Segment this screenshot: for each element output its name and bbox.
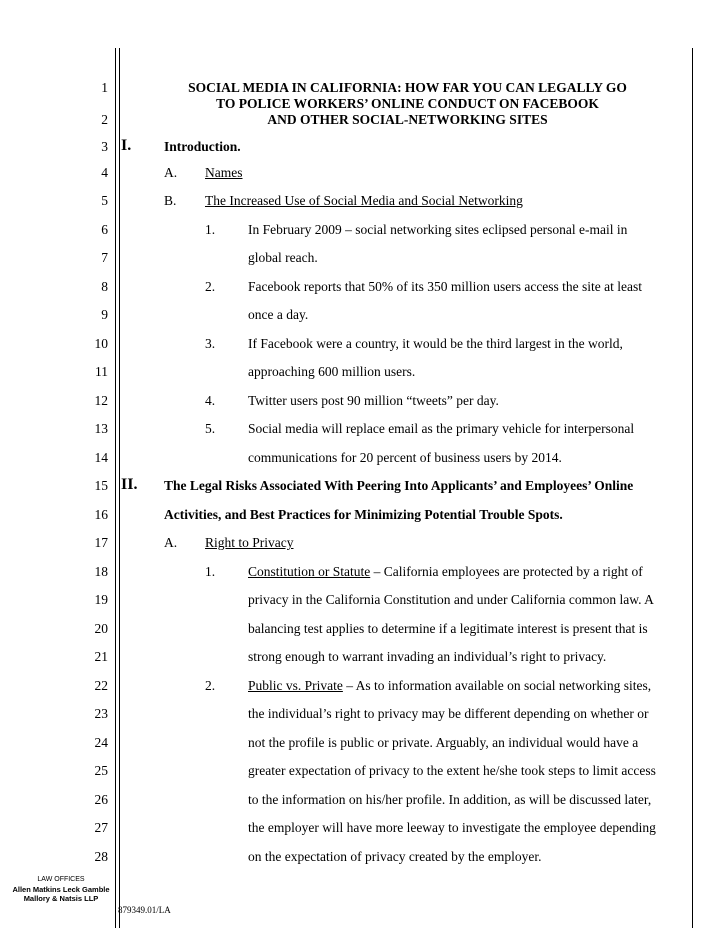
left-margin-rule-outer xyxy=(115,48,116,928)
item-text: on the expectation of privacy created by the employer. xyxy=(248,849,542,864)
item-text: strong enough to warrant invading an individual’s right to privacy. xyxy=(248,649,607,664)
item-text: the individual’s right to privacy may be different depending on whether or xyxy=(248,706,649,721)
line-number: 21 xyxy=(94,649,108,664)
line-number: 2 xyxy=(101,112,108,127)
line-number: 1 xyxy=(101,80,108,95)
subsection-marker: A. xyxy=(164,165,178,180)
title-line: AND OTHER SOCIAL-NETWORKING SITES xyxy=(267,112,548,127)
line-number: 20 xyxy=(94,621,108,636)
item-text: not the profile is public or private. Arguably, an individual would have a xyxy=(248,735,639,750)
left-margin-rule-inner xyxy=(119,48,120,928)
line-number: 23 xyxy=(94,706,108,721)
item-text: to the information on his/her profile. In addition, as will be discussed later, xyxy=(248,792,652,807)
line-number: 4 xyxy=(101,165,108,180)
subsection-marker: A. xyxy=(164,535,178,550)
line-number: 22 xyxy=(94,678,108,693)
section-numeral: I. xyxy=(121,137,132,154)
item-text: If Facebook were a country, it would be the third largest in the world, xyxy=(248,336,623,351)
line-number: 13 xyxy=(94,421,108,436)
item-text: approaching 600 million users. xyxy=(248,364,416,379)
title-line: TO POLICE WORKERS’ ONLINE CONDUCT ON FACEBOOK xyxy=(216,96,599,111)
item-text: Social media will replace email as the primary vehicle for interpersonal xyxy=(248,421,635,436)
item-text xyxy=(248,678,651,694)
item-term: Public vs. Private xyxy=(248,678,343,693)
item-text: greater expectation of privacy to the extent he/she took steps to limit access xyxy=(248,763,656,778)
line-number: 19 xyxy=(94,592,108,607)
line-number: 5 xyxy=(101,193,108,208)
subsection-heading: Right to Privacy xyxy=(205,535,294,550)
line-number: 14 xyxy=(94,450,108,465)
line-number: 18 xyxy=(94,564,108,579)
line-number: 24 xyxy=(94,735,108,750)
item-text: once a day. xyxy=(248,307,309,322)
firm-name: Allen Matkins Leck Gamble xyxy=(12,885,110,894)
item-text-rest: – California employees are protected by a right of xyxy=(370,564,643,579)
item-text: privacy in the California Constitution and under California common law. A xyxy=(248,592,654,607)
subsection-marker: B. xyxy=(164,193,177,208)
item-text: the employer will have more leeway to investigate the employee depending xyxy=(248,820,656,835)
item-marker: 1. xyxy=(205,222,216,237)
line-number: 11 xyxy=(95,364,108,379)
item-text: global reach. xyxy=(248,250,318,265)
item-text-rest: – As to information available on social networking sites, xyxy=(342,678,652,693)
section-heading: Introduction. xyxy=(164,139,241,154)
line-number: 15 xyxy=(94,478,108,493)
item-marker: 5. xyxy=(205,421,216,436)
document-id: 879349.01/LA xyxy=(118,905,171,915)
line-number: 3 xyxy=(101,139,108,154)
item-marker: 2. xyxy=(205,279,216,294)
line-number: 26 xyxy=(94,792,108,807)
line-number: 25 xyxy=(94,763,108,778)
line-number: 12 xyxy=(94,393,108,408)
item-text xyxy=(248,564,643,580)
line-number: 7 xyxy=(101,250,108,265)
item-marker: 3. xyxy=(205,336,216,351)
section-heading: Activities, and Best Practices for Minimizing Potential Trouble Spots. xyxy=(164,507,563,522)
right-margin-rule xyxy=(692,48,693,928)
line-number: 16 xyxy=(94,507,108,522)
firm-name: Mallory & Natsis LLP xyxy=(23,894,99,903)
section-numeral: II. xyxy=(121,476,138,493)
line-number: 6 xyxy=(101,222,108,237)
firm-label: LAW OFFICES xyxy=(37,876,85,883)
item-marker: 2. xyxy=(205,678,216,693)
line-number: 28 xyxy=(94,849,108,864)
line-number: 17 xyxy=(94,535,108,550)
document-title xyxy=(150,80,665,128)
line-number: 27 xyxy=(94,820,108,835)
subsection-heading: The Increased Use of Social Media and Social Networking xyxy=(205,193,523,208)
item-text: balancing test applies to determine if a legitimate interest is present that is xyxy=(248,621,648,636)
item-text: communications for 20 percent of business users by 2014. xyxy=(248,450,562,465)
item-marker: 4. xyxy=(205,393,216,408)
title-line: SOCIAL MEDIA IN CALIFORNIA: HOW FAR YOU CAN LEGALLY GO xyxy=(188,80,627,95)
item-text: In February 2009 – social networking sites eclipsed personal e-mail in xyxy=(248,222,628,237)
item-text: Facebook reports that 50% of its 350 million users access the site at least xyxy=(248,279,643,294)
item-term: Constitution or Statute xyxy=(248,564,371,579)
section-heading: The Legal Risks Associated With Peering Into Applicants’ and Employees’ Online xyxy=(164,478,634,493)
line-number: 8 xyxy=(101,279,108,294)
item-marker: 1. xyxy=(205,564,216,579)
item-text: Twitter users post 90 million “tweets” per day. xyxy=(248,393,499,408)
line-number: 10 xyxy=(94,336,108,351)
subsection-heading: Names xyxy=(205,165,243,180)
line-number: 9 xyxy=(101,307,108,322)
